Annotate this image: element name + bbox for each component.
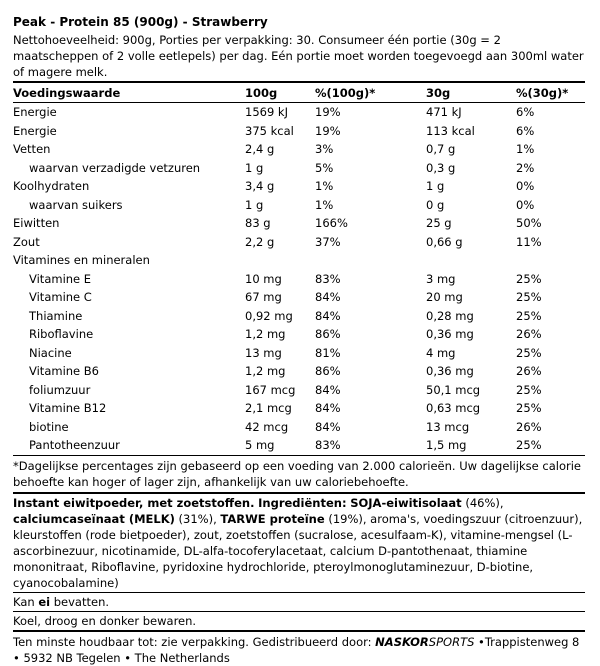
percent-30g: 25% <box>516 271 542 286</box>
value-30g: 0,3 g <box>426 160 456 175</box>
nutrition-table <box>13 83 585 455</box>
percent-30g: 1% <box>516 142 535 157</box>
value-30g: 0,36 mg <box>426 364 474 379</box>
nutrient-name: Riboflavine <box>29 327 94 342</box>
nutrient-name: Vitamine B12 <box>29 401 107 416</box>
percent-30g: 26% <box>516 364 542 379</box>
nutrient-row <box>13 307 585 326</box>
nutrient-row <box>13 325 585 344</box>
value-100g: 167 mcg <box>245 382 296 397</box>
percent-100g: 5% <box>315 160 334 175</box>
distribution-text: Ten minste houdbaar tot: zie verpakking. Gedistribueerd door: <box>13 634 376 649</box>
nutrient-row <box>13 399 585 418</box>
value-30g: 3 mg <box>426 271 456 286</box>
nutrient-row <box>13 214 585 233</box>
percent-100g: 166% <box>315 216 348 231</box>
ingredients-heading: Ingrediënten: <box>258 495 347 510</box>
value-100g <box>245 251 315 270</box>
percent-30g: 25% <box>516 382 542 397</box>
percent-100g: 84% <box>315 382 341 397</box>
percent-100g: 84% <box>315 401 341 416</box>
percent-100g: 1% <box>315 179 334 194</box>
value-100g: 0,92 mg <box>245 308 293 323</box>
value-30g: 0,36 mg <box>426 327 474 342</box>
nutrient-name: Eiwitten <box>13 216 60 231</box>
percent-100g: 86% <box>315 327 341 342</box>
ingredients-part: (46%), <box>461 495 504 510</box>
column-header: Voedingswaarde <box>13 85 121 100</box>
nutrient-row <box>13 344 585 363</box>
value-30g: 25 g <box>426 216 452 231</box>
distribution-note <box>13 630 585 666</box>
percent-30g: 25% <box>516 308 542 323</box>
value-100g: 10 mg <box>245 271 282 286</box>
percent-100g: 84% <box>315 308 341 323</box>
nutrient-row <box>13 270 585 289</box>
percent-100g <box>315 251 426 270</box>
nutrient-name: Vitamine C <box>29 290 92 305</box>
value-100g: 1,2 mg <box>245 364 286 379</box>
nutrient-name: waarvan verzadigde vetzuren <box>29 160 201 175</box>
product-title: Peak - Protein 85 (900g) - Strawberry <box>13 15 268 29</box>
percent-100g: 1% <box>315 197 334 212</box>
nutrient-row <box>13 418 585 437</box>
value-100g: 42 mcg <box>245 419 289 434</box>
value-30g: 4 mg <box>426 345 456 360</box>
value-100g: 2,2 g <box>245 234 275 249</box>
brand-name-rest: SPORTS <box>428 634 475 649</box>
value-30g: 471 kJ <box>426 105 462 120</box>
value-100g: 13 mg <box>245 345 282 360</box>
ingredients-intro: Instant eiwitpoeder, met zoetstoffen. <box>13 495 255 510</box>
percent-30g: 25% <box>516 438 542 453</box>
value-30g: 20 mg <box>426 290 463 305</box>
percent-100g: 83% <box>315 271 341 286</box>
allergen-note <box>13 592 585 611</box>
value-30g: 1 g <box>426 179 445 194</box>
nutrient-row <box>13 251 585 270</box>
nutrient-row <box>13 196 585 215</box>
ingredients-part: (19%), aroma's, voedingszuur (citroenzuur), kleurstoffen (rode bietpoeder), zout, zoetstoffen (sucralose, acesulfaam-K), vitamine-mengsel (L-ascorbinezuur, nicotinamide, DL-alfa-tocoferylacetaat, calcium D-pantothenaat, thiamine mononitraat, Riboflavine, pyridoxine hydrochloride, pteroylmonoglutaminezuur, D-biotine, cyanocobalamine) <box>13 511 583 590</box>
value-100g: 67 mg <box>245 290 282 305</box>
value-30g: 1,5 mg <box>426 438 467 453</box>
value-30g: 50,1 mcg <box>426 382 481 397</box>
percent-30g: 6% <box>516 105 535 120</box>
ingredients-text <box>13 492 585 592</box>
nutrient-row <box>13 381 585 400</box>
nutrient-name: foliumzuur <box>29 382 91 397</box>
nutrient-row <box>13 436 585 455</box>
nutrient-name: Pantotheenzuur <box>29 438 120 453</box>
nutrient-name: Koolhydraten <box>13 179 90 194</box>
percent-30g: 11% <box>516 234 542 249</box>
value-100g: 1,2 mg <box>245 327 286 342</box>
footnote: *Dagelijkse percentages zijn gebaseerd op een voeding van 2.000 calorieën. Uw dagelijkse calorie behoefte kan hoger of lager zijn, afhankelijk van uw caloriebehoefte. <box>13 455 585 492</box>
nutrient-name: Vetten <box>13 142 51 157</box>
percent-30g: 25% <box>516 401 542 416</box>
nutrient-row <box>13 103 585 122</box>
value-100g: 1 g <box>245 160 264 175</box>
percent-30g: 0% <box>516 179 535 194</box>
nutrient-name: biotine <box>29 419 69 434</box>
nutrient-row <box>13 140 585 159</box>
ingredients-part: (31%), <box>174 511 221 526</box>
brand-name-bold: NASKOR <box>375 634 429 649</box>
nutrition-table-body <box>13 103 585 455</box>
column-header: 30g <box>426 85 451 100</box>
table-header-row <box>13 83 585 103</box>
nutrient-name: Vitamine B6 <box>29 364 99 379</box>
percent-100g: 19% <box>315 105 341 120</box>
nutrient-row <box>13 233 585 252</box>
nutrient-name: Vitamine E <box>29 271 92 286</box>
nutrient-name: Zout <box>13 234 40 249</box>
percent-100g: 81% <box>315 345 341 360</box>
percent-100g: 84% <box>315 419 341 434</box>
percent-100g: 83% <box>315 438 341 453</box>
percent-30g: 26% <box>516 327 542 342</box>
percent-30g: 2% <box>516 160 535 175</box>
percent-30g: 50% <box>516 216 542 231</box>
column-header: %(100g)* <box>315 85 376 100</box>
nutrient-name: Niacine <box>29 345 72 360</box>
nutrition-label <box>13 14 585 666</box>
value-100g: 1569 kJ <box>245 105 288 120</box>
percent-30g: 6% <box>516 123 535 138</box>
nutrient-row <box>13 362 585 381</box>
nutrient-row <box>13 288 585 307</box>
allergen-note-text: bevatten. <box>50 594 110 609</box>
value-100g: 2,1 mcg <box>245 401 292 416</box>
value-100g: 2,4 g <box>245 142 275 157</box>
percent-30g: 25% <box>516 345 542 360</box>
percent-100g: 19% <box>315 123 341 138</box>
nutrient-name: Vitamines en mineralen <box>13 253 150 268</box>
allergen-melk: calciumcaseïnaat (MELK) <box>13 511 175 526</box>
value-30g: 0,28 mg <box>426 308 474 323</box>
value-100g: 83 g <box>245 216 271 231</box>
nutrient-name: Thiamine <box>29 308 83 323</box>
percent-100g: 3% <box>315 142 334 157</box>
percent-100g: 86% <box>315 364 341 379</box>
percent-30g: 25% <box>516 290 542 305</box>
percent-30g <box>516 251 585 270</box>
allergen-note-text: Kan <box>13 594 39 609</box>
value-30g: 113 kcal <box>426 123 475 138</box>
serving-info: Nettohoeveelheid: 900g, Porties per verpakking: 30. Consumeer één portie (30g = 2 maatscheppen of 2 volle eetlepels) per dag. Eén portie moet worden toegevoegd aan 300ml water of magere melk. <box>13 33 584 79</box>
nutrient-row <box>13 122 585 141</box>
percent-100g: 84% <box>315 290 341 305</box>
column-header: 100g <box>245 85 278 100</box>
nutrient-name: waarvan suikers <box>29 197 123 212</box>
nutrient-name: Energie <box>13 105 57 120</box>
percent-100g: 37% <box>315 234 341 249</box>
value-100g: 375 kcal <box>245 123 294 138</box>
allergen-tarwe: TARWE proteïne <box>220 511 325 526</box>
value-100g: 3,4 g <box>245 179 275 194</box>
percent-30g: 26% <box>516 419 542 434</box>
storage-note: Koel, droog en donker bewaren. <box>13 611 585 630</box>
nutrient-row <box>13 159 585 178</box>
value-30g: 0 g <box>426 197 445 212</box>
value-100g: 5 mg <box>245 438 275 453</box>
value-30g: 0,63 mcg <box>426 401 481 416</box>
value-30g: 0,66 g <box>426 234 463 249</box>
value-30g <box>426 251 516 270</box>
value-100g: 1 g <box>245 197 264 212</box>
allergen-soja: SOJA-eiwitisolaat <box>350 495 462 510</box>
nutrient-name: Energie <box>13 123 57 138</box>
column-header: %(30g)* <box>516 85 569 100</box>
allergen-ei: ei <box>38 594 51 609</box>
distribution-address: •Trappistenweg 8 • 5932 NB Tegelen • The Netherlands <box>13 634 580 665</box>
nutrient-row <box>13 177 585 196</box>
value-30g: 0,7 g <box>426 142 456 157</box>
value-30g: 13 mcg <box>426 419 470 434</box>
percent-30g: 0% <box>516 197 535 212</box>
